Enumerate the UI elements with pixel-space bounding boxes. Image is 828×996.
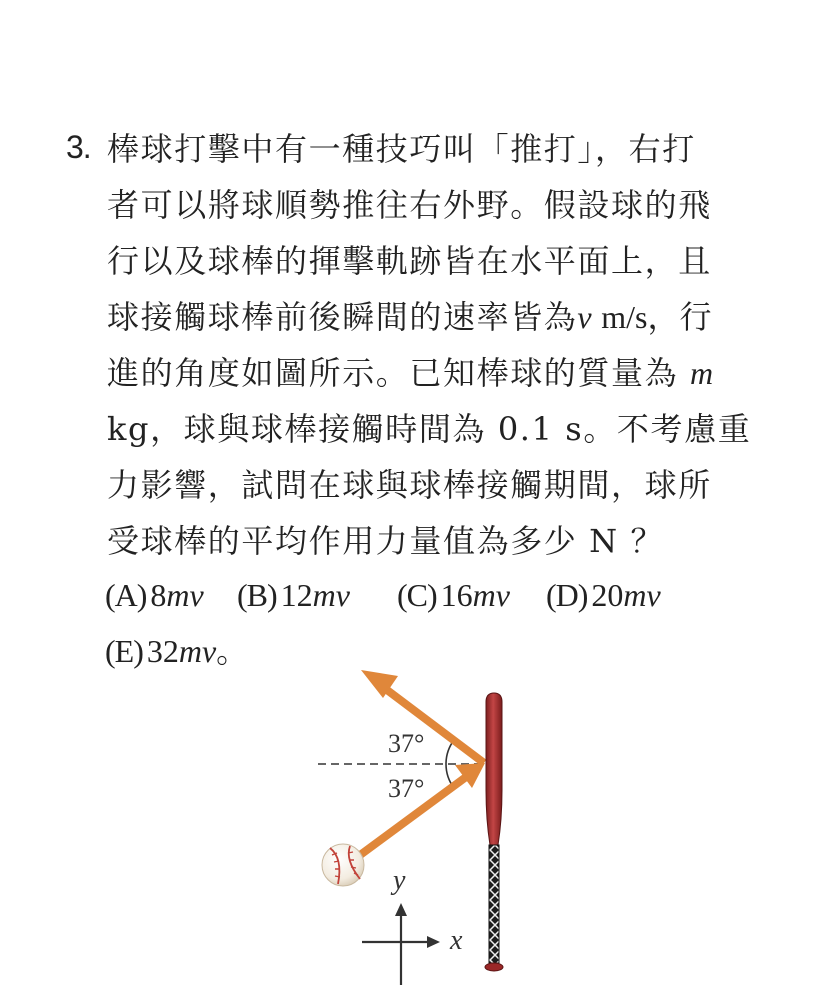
baseball-bat-icon	[485, 693, 503, 971]
choice-unit: mv	[166, 577, 204, 613]
question-number: 3.	[66, 129, 91, 165]
choice-label: (B)	[237, 577, 277, 613]
angle-label-bottom: 37°	[388, 774, 425, 803]
choice-unit: mv	[312, 577, 350, 613]
choice-unit: mv	[178, 633, 217, 669]
x-axis-label: x	[450, 925, 463, 956]
choice-coef: 16	[440, 577, 473, 613]
choice-coef: 20	[591, 577, 624, 613]
mass-variable: m	[689, 355, 715, 391]
question-line-2: 者可以將球順勢推往右外野。假設球的飛	[107, 186, 712, 224]
choice-coef: 32	[146, 633, 179, 669]
question-line-1: 棒球打擊中有一種技巧叫「推打」，右打	[107, 130, 696, 168]
choice-label: (A)	[105, 577, 147, 613]
coordinate-axes	[362, 903, 440, 985]
choice-unit: mv	[472, 577, 510, 613]
angle-label-top: 37°	[388, 729, 425, 758]
baseball-icon	[322, 844, 364, 886]
y-axis-label: y	[393, 865, 406, 896]
text-segment: 球接觸球棒前後瞬間的速率皆為	[107, 298, 578, 336]
choice-coef: 12	[280, 577, 313, 613]
choice-unit: mv	[623, 577, 661, 613]
text-segment: 進的角度如圖所示。已知棒球的質量為	[107, 354, 679, 392]
text-segment: m/s，行	[593, 299, 712, 335]
choice-label: (D)	[546, 577, 588, 613]
question-line-7: 力影響，試問在球與球棒接觸期間，球所	[107, 466, 712, 504]
velocity-variable: v	[577, 299, 594, 335]
choice-label: (E)	[105, 633, 143, 669]
choice-label: (C)	[397, 577, 437, 613]
choice-suffix: 。	[216, 633, 249, 669]
question-line-3: 行以及球棒的揮擊軌跡皆在水平面上，且	[107, 242, 712, 280]
text-segment: kg，球與球棒接觸時間為 0.1 s。不考慮重	[107, 410, 752, 448]
question-line-8: 受球棒的平均作用力量值為多少 N ？	[107, 522, 665, 560]
choice-coef: 8	[150, 577, 167, 613]
